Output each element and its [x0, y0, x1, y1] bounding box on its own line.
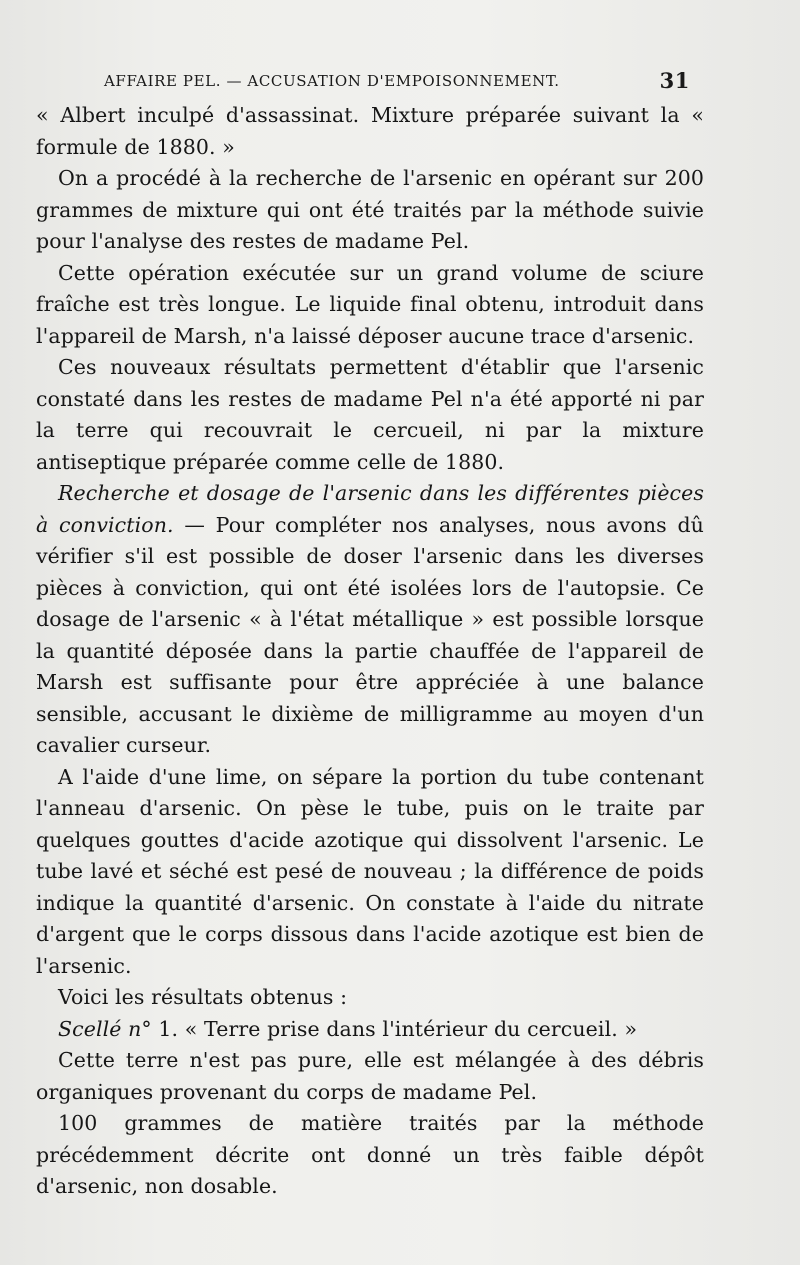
running-header [104, 68, 694, 100]
paragraph-text: Cette terre n'est pas pure, elle est mélangée à des débris organiques provenant du corps de madame Pel. [36, 1048, 704, 1104]
paragraph [36, 1045, 704, 1108]
paragraph [36, 258, 704, 353]
paragraph [36, 478, 704, 762]
paragraph [36, 100, 704, 163]
paragraph [36, 1108, 704, 1203]
running-title: AFFAIRE PEL. — ACCUSATION D'EMPOISONNEMENT. [104, 72, 560, 90]
paragraph-text: 1. « Terre prise dans l'intérieur du cercueil. » [158, 1016, 638, 1041]
paragraph-text: A l'aide d'une lime, on sépare la portion du tube contenant l'anneau d'arsenic. On pèse le tube, puis on le traite par quelques gouttes d'acide azotique qui dissolvent l'arsenic. Le tube lavé et séché est pesé de nouveau ; la différence de poids indique la quantité d'arsenic. On constate à l'aide du nitrate d'argent que le corps dissous dans l'acide azotique est bien de l'arsenic. [36, 764, 704, 978]
paragraph [36, 163, 704, 258]
paragraph [36, 762, 704, 983]
seal-label: Scellé n° [58, 1016, 159, 1041]
paragraph-text: Voici les résultats obtenus : [58, 985, 348, 1009]
section-heading: Recherche et dosage de l'arsenic dans les différentes pièces à conviction. [36, 481, 704, 537]
paragraph [36, 352, 704, 478]
paragraph-text: 100 grammes de matière traités par la méthode précédemment décrite ont donné un très faible dépôt d'arsenic, non dosable. [36, 1111, 704, 1198]
paragraph-text: Ces nouveaux résultats permettent d'établir que l'arsenic constaté dans les restes de madame Pel n'a été apporté ni par la terre qui recouvrait le cercueil, ni par la mixture antiseptique préparée comme celle de 1880. [36, 355, 704, 474]
body-text [36, 100, 704, 1203]
paragraph [36, 982, 704, 1014]
paragraph-text: On a procédé à la recherche de l'arsenic en opérant sur 200 grammes de mixture qui ont été traités par la méthode suivie pour l'analyse des restes de madame Pel. [36, 166, 704, 253]
paragraph-text: — Pour compléter nos analyses, nous avons dû vérifier s'il est possible de doser l'arsenic dans les diverses pièces à conviction, qui ont été isolées lors de l'autopsie. Ce dosage de l'arsenic « à l'état métallique » est possible lorsque la quantité déposée dans la partie chauffée de l'appareil de Marsh est suffisante pour être appréciée à une balance sensible, accusant le dixième de milligramme au moyen d'un cavalier curseur. [36, 512, 704, 757]
paragraph-text: « Albert inculpé d'assassinat. Mixture préparée suivant la « formule de 1880. » [36, 103, 704, 159]
paragraph-text: Cette opération exécutée sur un grand volume de sciure fraîche est très longue. Le liquide final obtenu, introduit dans l'appareil de Marsh, n'a laissé déposer aucune trace d'arsenic. [36, 260, 704, 348]
paragraph [36, 1014, 704, 1046]
page-number: 31 [659, 68, 690, 93]
